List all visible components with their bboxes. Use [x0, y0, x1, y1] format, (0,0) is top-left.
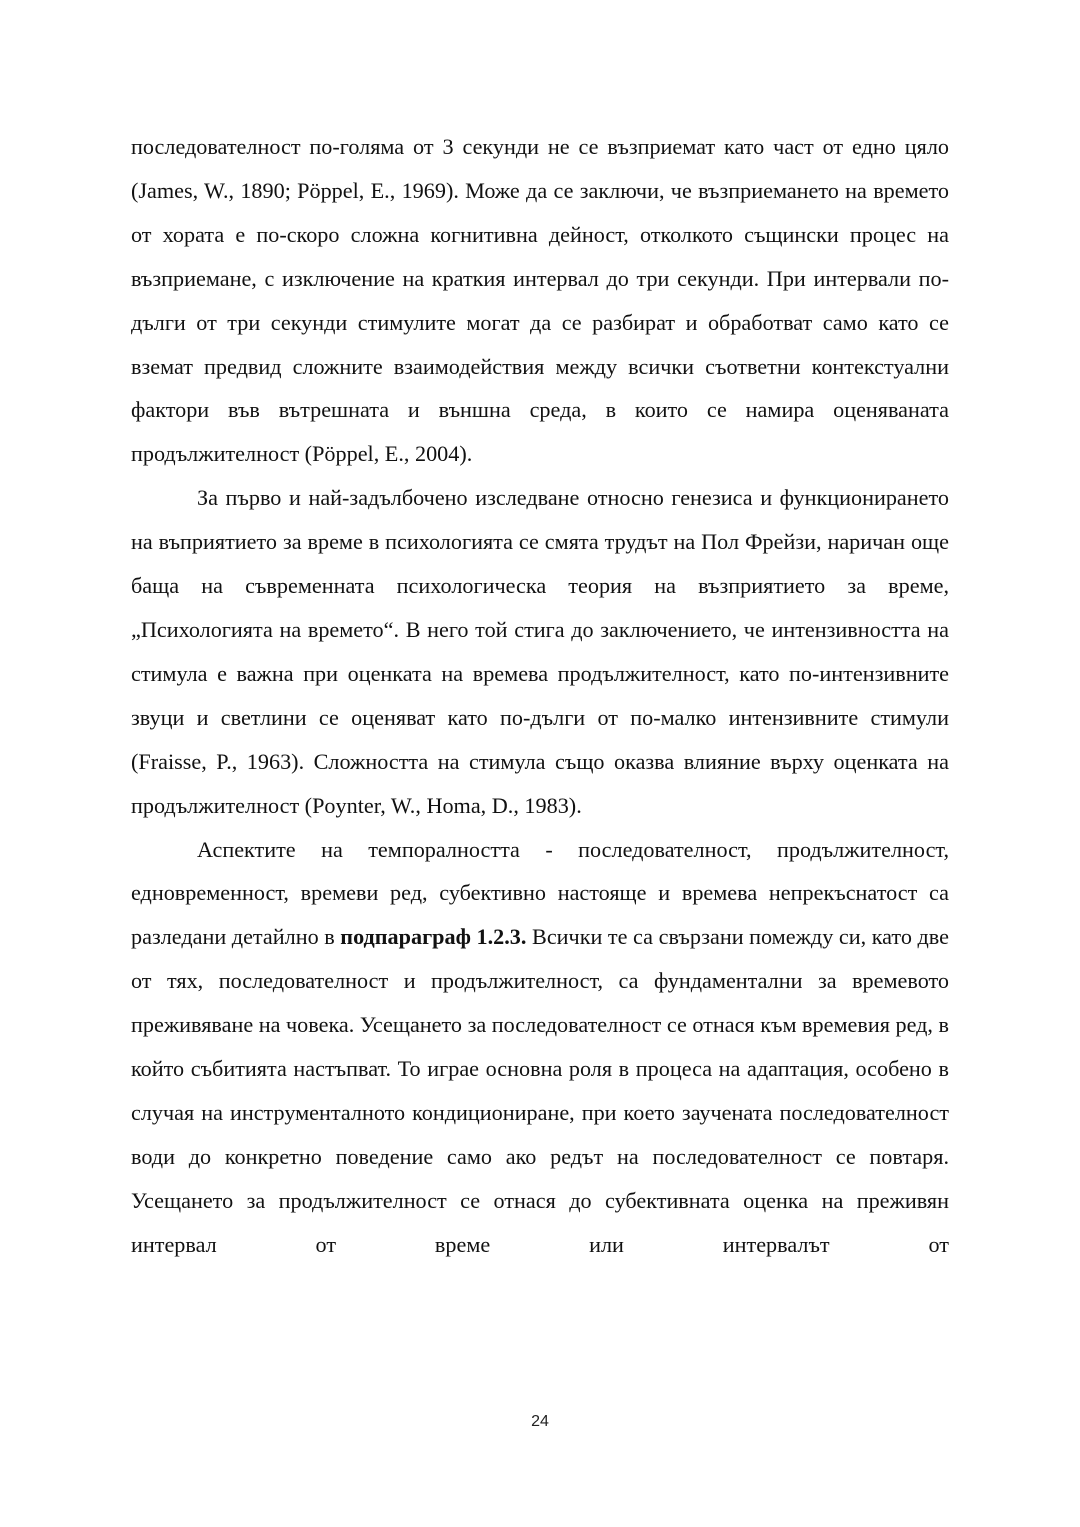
paragraph-text-before: Аспектите на темпоралността - последователност, продължителност, едновременност, времеви ред, субективно настояще и времева непрекъснатост са разледани детайлно в	[131, 836, 949, 950]
paragraph-fraisse: За първо и най-задълбочено изследване относно генезиса и функционирането на въприятието за време в психологията се смята трудът на Пол Фрейзи, наричан още баща на съвременната психологическа теория на възприятието за време, „Психологията на времето“. В него той стига до заключението, че интензивността на стимула е важна при оценката на времева продължителност, като по-интензивните звуци и светлини се оценяват като по-дълги от по-малко интензивните стимули (Fraisse, P., 1963). Сложността на стимула също оказва влияние върху оценката на продължителност (Poynter, W., Homa, D., 1983).	[131, 485, 949, 818]
body-text	[131, 125, 949, 1267]
page-number: 24	[531, 1413, 549, 1430]
paragraph-temporality	[131, 828, 949, 1267]
paragraph-continued: последователност по-голяма от 3 секунди не се възприемат като част от едно цяло (James, W., 1890; Pöppel, E., 1969). Може да се заключи, че възприемането на времето от хората е по-скоро сложна когнитивна дейност, отколкото същински процес на възприемане, с изключение на краткия интервал до три секунди. При интервали по-дълги от три секунди стимулите могат да се разбират и обработват само като се вземат предвид сложните взаимодействия между всички съответни контекстуални фактори във вътрешната и външна среда, в които се намира оценяваната продължителност (Pöppel, E., 2004).	[131, 134, 949, 467]
subparagraph-reference: подпараграф 1.2.3.	[340, 924, 527, 950]
paragraph-text-after: Всички те са свързани помежду си, като две от тях, последователност и продължителност, са фундаментални за времевото преживяване на човека. Усещането за последователност се отнася към времевия ред, в който събитията настъпват. То играе основна роля в процеса на адаптация, особено в случая на инструменталното кондициониране, при което заучената последователност води до конкретно поведение само ако редът на последователност се повтаря. Усещането за продължителност се отнася до субективната оценка на преживян интервал от време или интервалът от	[131, 924, 949, 1257]
